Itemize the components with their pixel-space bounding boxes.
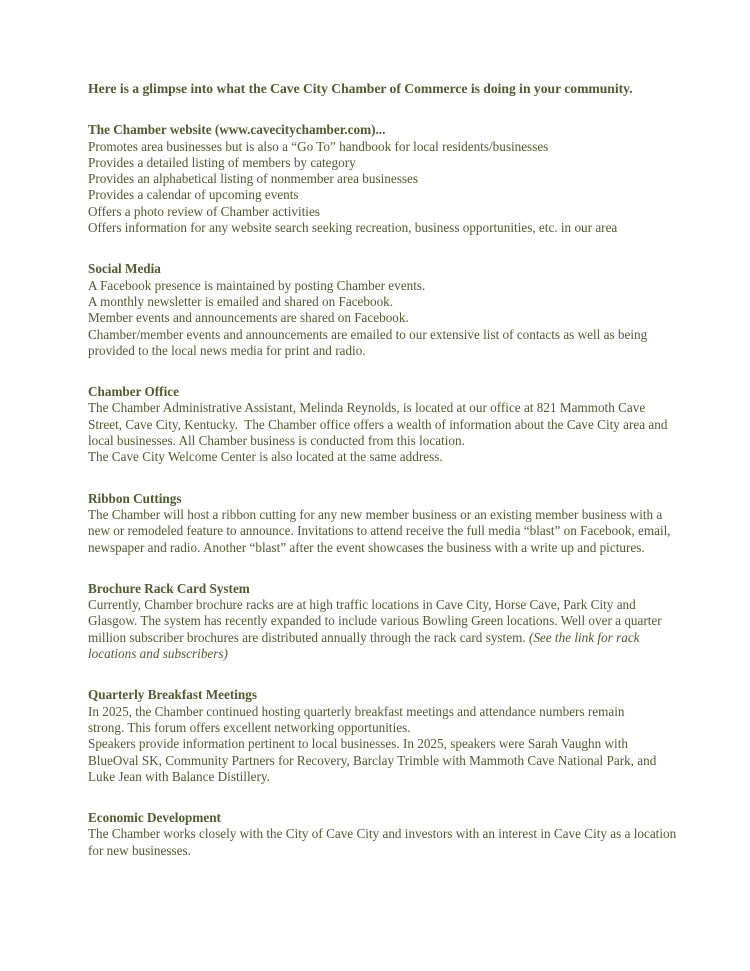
section-social-media	[88, 261, 738, 359]
text-line: for new businesses.	[88, 842, 191, 858]
document-content	[88, 81, 738, 859]
text-line: Glasgow. The system has recently expanded to include various Bowling Green locations. Well over a quarter	[88, 613, 662, 629]
section-heading: Quarterly Breakfast Meetings	[88, 687, 257, 703]
text-line: Chamber/member events and announcements are emailed to our extensive list of contacts as well as being	[88, 326, 648, 342]
text-line: locations and subscribers)	[88, 646, 228, 662]
text-line: In 2025, the Chamber continued hosting quarterly breakfast meetings and attendance numbers remain	[88, 703, 625, 719]
section-heading: Social Media	[88, 261, 161, 277]
text-line: A monthly newsletter is emailed and shared on Facebook.	[88, 293, 394, 309]
text-line: The Cave City Welcome Center is also located at the same address.	[88, 449, 443, 465]
section-economic-development	[88, 810, 738, 859]
section-heading: Economic Development	[88, 810, 221, 826]
text-line: Luke Jean with Balance Distillery.	[88, 768, 270, 784]
section-chamber-office	[88, 384, 738, 465]
page-title: Here is a glimpse into what the Cave City Chamber of Commerce is doing in your community.	[88, 81, 633, 96]
text-segment: million subscriber brochures are distributed annually through the rack card system.	[88, 629, 529, 645]
text-line: Speakers provide information pertinent to local businesses. In 2025, speakers were Sarah Vaughn with	[88, 736, 628, 752]
text-line: Provides a detailed listing of members by category	[88, 154, 356, 170]
section-brochure-rack	[88, 581, 738, 662]
text-line: The Chamber works closely with the City of Cave City and investors with an interest in Cave City as a location	[88, 826, 677, 842]
text-line: strong. This forum offers excellent networking opportunities.	[88, 719, 411, 735]
text-line: The Chamber Administrative Assistant, Melinda Reynolds, is located at our office at 821 Mammoth Cave	[88, 400, 646, 416]
text-line	[88, 630, 738, 646]
text-line: local businesses. All Chamber business is conducted from this location.	[88, 433, 465, 449]
section-ribbon-cuttings	[88, 491, 738, 556]
text-line: Currently, Chamber brochure racks are at high traffic locations in Cave City, Horse Cave, Park City and	[88, 597, 636, 613]
text-line: Member events and announcements are shared on Facebook.	[88, 310, 409, 326]
section-heading: Chamber Office	[88, 384, 179, 400]
text-segment-italic: (See the link for rack	[528, 629, 640, 645]
section-heading: Brochure Rack Card System	[88, 580, 250, 596]
text-line: Offers a photo review of Chamber activities	[88, 203, 320, 219]
section-heading: The Chamber website (www.cavecitychamber.com)...	[88, 122, 386, 138]
text-line: The Chamber will host a ribbon cutting for any new member business or an existing member business with a	[88, 506, 663, 522]
text-line: newspaper and radio. Another “blast” after the event showcases the business with a write up and pictures.	[88, 539, 645, 555]
text-line: Provides a calendar of upcoming events	[88, 187, 299, 203]
text-line: provided to the local news media for print and radio.	[88, 342, 366, 358]
text-line: BlueOval SK, Community Partners for Recovery, Barclay Trimble with Mammoth Cave National Park, and	[88, 752, 657, 768]
section-heading: Ribbon Cuttings	[88, 490, 182, 506]
text-line: Promotes area businesses but is also a “Go To” handbook for local residents/businesses	[88, 138, 549, 154]
text-line: Offers information for any website search seeking recreation, business opportunities, etc. in our area	[88, 220, 618, 236]
text-line: A Facebook presence is maintained by posting Chamber events.	[88, 277, 426, 293]
text-line: Provides an alphabetical listing of nonmember area businesses	[88, 171, 418, 187]
text-line: new or remodeled feature to announce. Invitations to attend receive the full media “blast” on Facebook, email,	[88, 523, 671, 539]
section-chamber-website	[88, 122, 738, 236]
section-quarterly-breakfast	[88, 687, 738, 785]
text-line: Street, Cave City, Kentucky. The Chamber office offers a wealth of information about the Cave City area and	[88, 416, 668, 432]
